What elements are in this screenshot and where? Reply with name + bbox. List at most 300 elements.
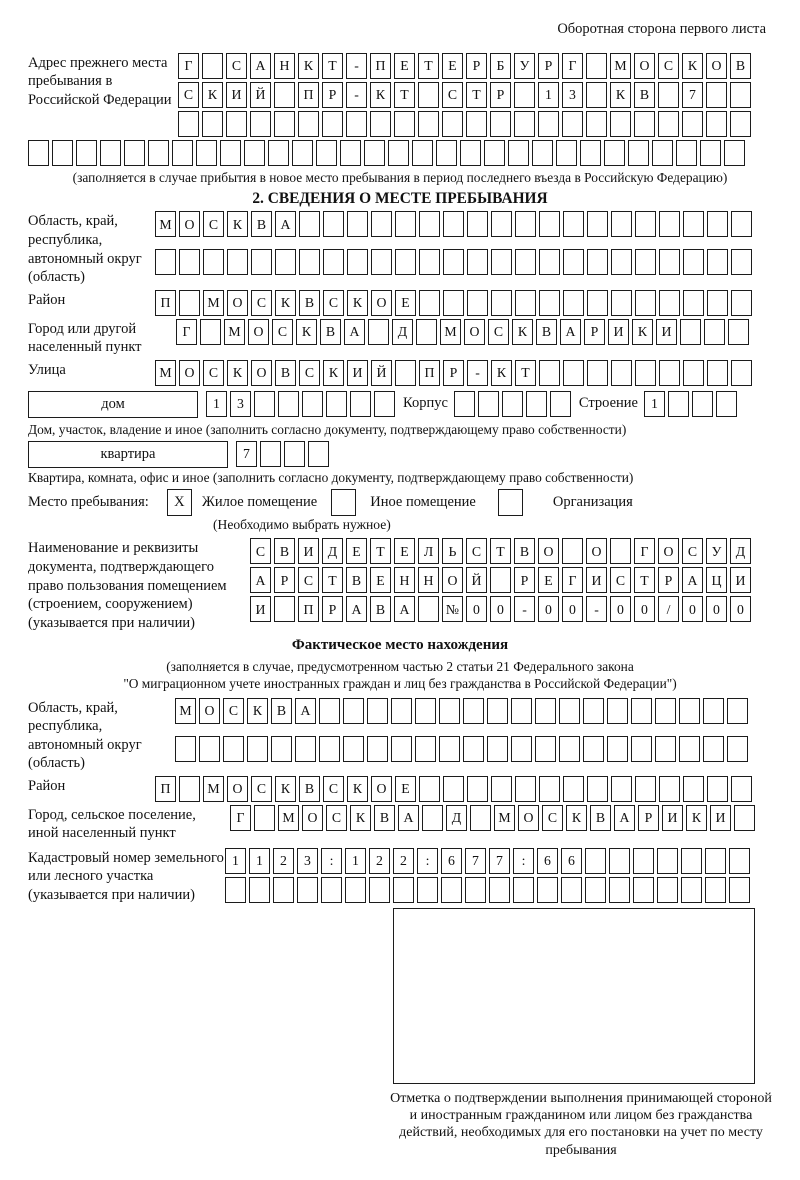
char-box[interactable] — [347, 249, 368, 275]
char-box[interactable]: К — [347, 290, 368, 316]
char-box[interactable]: 6 — [537, 848, 558, 874]
char-box[interactable]: О — [371, 776, 392, 802]
char-box[interactable] — [395, 211, 416, 237]
char-box[interactable] — [668, 391, 689, 417]
char-box[interactable] — [611, 290, 632, 316]
char-box[interactable] — [247, 736, 268, 762]
char-box[interactable] — [535, 736, 556, 762]
char-box[interactable] — [707, 360, 728, 386]
char-box[interactable]: И — [730, 567, 751, 593]
char-box[interactable] — [367, 698, 388, 724]
char-box[interactable]: С — [466, 538, 487, 564]
char-box[interactable] — [484, 140, 505, 166]
char-box[interactable] — [323, 249, 344, 275]
char-box[interactable]: Р — [538, 53, 559, 79]
char-box[interactable] — [700, 140, 721, 166]
char-box[interactable] — [391, 698, 412, 724]
char-box[interactable] — [681, 848, 702, 874]
char-box[interactable] — [220, 140, 241, 166]
char-box[interactable] — [199, 736, 220, 762]
char-box[interactable] — [583, 698, 604, 724]
char-box[interactable] — [491, 290, 512, 316]
char-box[interactable]: С — [251, 290, 272, 316]
char-box[interactable] — [563, 249, 584, 275]
char-box[interactable] — [729, 877, 750, 903]
char-box[interactable]: С — [226, 53, 247, 79]
char-box[interactable] — [350, 391, 371, 417]
char-box[interactable] — [487, 736, 508, 762]
char-box[interactable] — [465, 877, 486, 903]
char-box[interactable]: 6 — [561, 848, 582, 874]
char-box[interactable]: 1 — [225, 848, 246, 874]
char-box[interactable]: Ь — [442, 538, 463, 564]
char-box[interactable]: 3 — [230, 391, 251, 417]
char-box[interactable]: Л — [418, 538, 439, 564]
char-box[interactable] — [489, 877, 510, 903]
char-box[interactable]: К — [275, 290, 296, 316]
char-box[interactable]: С — [610, 567, 631, 593]
char-box[interactable] — [539, 290, 560, 316]
char-box[interactable]: А — [346, 596, 367, 622]
char-box[interactable] — [609, 848, 630, 874]
char-box[interactable] — [323, 211, 344, 237]
char-box[interactable] — [254, 805, 275, 831]
char-box[interactable] — [412, 140, 433, 166]
char-box[interactable] — [659, 776, 680, 802]
char-box[interactable] — [587, 290, 608, 316]
char-box[interactable]: Р — [514, 567, 535, 593]
char-box[interactable]: К — [298, 53, 319, 79]
char-box[interactable] — [52, 140, 73, 166]
char-box[interactable]: В — [514, 538, 535, 564]
char-box[interactable]: Р — [638, 805, 659, 831]
char-box[interactable] — [683, 211, 704, 237]
char-box[interactable] — [514, 82, 535, 108]
char-box[interactable]: Г — [634, 538, 655, 564]
char-box[interactable]: - — [346, 53, 367, 79]
char-box[interactable] — [340, 140, 361, 166]
char-box[interactable]: О — [302, 805, 323, 831]
char-box[interactable] — [635, 290, 656, 316]
char-box[interactable] — [610, 538, 631, 564]
char-box[interactable] — [326, 391, 347, 417]
char-box[interactable] — [631, 698, 652, 724]
char-box[interactable]: Б — [490, 53, 511, 79]
char-box[interactable] — [271, 736, 292, 762]
char-box[interactable] — [298, 111, 319, 137]
char-box[interactable]: Г — [562, 567, 583, 593]
char-box[interactable] — [635, 211, 656, 237]
char-box[interactable] — [587, 776, 608, 802]
char-box[interactable] — [635, 360, 656, 386]
char-box[interactable]: Р — [490, 82, 511, 108]
char-box[interactable]: 0 — [466, 596, 487, 622]
char-box[interactable]: К — [323, 360, 344, 386]
char-box[interactable]: 0 — [490, 596, 511, 622]
char-box[interactable] — [611, 211, 632, 237]
char-box[interactable]: М — [203, 290, 224, 316]
char-box[interactable] — [610, 111, 631, 137]
char-box[interactable] — [369, 877, 390, 903]
char-box[interactable] — [124, 140, 145, 166]
char-box[interactable] — [254, 391, 275, 417]
char-box[interactable] — [535, 698, 556, 724]
char-box[interactable]: С — [488, 319, 509, 345]
char-box[interactable] — [683, 360, 704, 386]
char-box[interactable] — [415, 698, 436, 724]
char-box[interactable]: Р — [274, 567, 295, 593]
char-box[interactable]: В — [634, 82, 655, 108]
char-box[interactable] — [172, 140, 193, 166]
char-box[interactable] — [538, 111, 559, 137]
char-box[interactable] — [316, 140, 337, 166]
char-box[interactable] — [526, 391, 547, 417]
char-box[interactable] — [491, 249, 512, 275]
char-box[interactable] — [454, 391, 475, 417]
char-box[interactable]: К — [296, 319, 317, 345]
char-box[interactable]: А — [275, 211, 296, 237]
char-box[interactable] — [679, 698, 700, 724]
char-box[interactable] — [563, 211, 584, 237]
char-box[interactable] — [585, 848, 606, 874]
char-box[interactable]: В — [251, 211, 272, 237]
char-box[interactable] — [345, 877, 366, 903]
char-box[interactable] — [706, 111, 727, 137]
char-box[interactable] — [635, 249, 656, 275]
char-box[interactable] — [728, 319, 749, 345]
char-box[interactable] — [730, 111, 751, 137]
char-box[interactable] — [586, 82, 607, 108]
char-box[interactable]: П — [298, 82, 319, 108]
char-box[interactable]: О — [442, 567, 463, 593]
char-box[interactable]: Н — [274, 53, 295, 79]
char-box[interactable] — [731, 211, 752, 237]
char-box[interactable]: О — [464, 319, 485, 345]
char-box[interactable] — [537, 877, 558, 903]
char-box[interactable]: Й — [250, 82, 271, 108]
char-box[interactable] — [731, 360, 752, 386]
char-box[interactable] — [299, 211, 320, 237]
char-box[interactable] — [633, 848, 654, 874]
char-box[interactable]: О — [227, 290, 248, 316]
char-box[interactable] — [515, 249, 536, 275]
char-box[interactable] — [460, 140, 481, 166]
char-box[interactable]: О — [371, 290, 392, 316]
char-box[interactable]: К — [610, 82, 631, 108]
char-box[interactable]: У — [706, 538, 727, 564]
char-box[interactable]: А — [250, 53, 271, 79]
char-box[interactable] — [716, 391, 737, 417]
char-box[interactable] — [707, 249, 728, 275]
char-box[interactable] — [292, 140, 313, 166]
char-box[interactable]: Ц — [706, 567, 727, 593]
char-box[interactable] — [705, 877, 726, 903]
char-box[interactable]: О — [706, 53, 727, 79]
char-box[interactable]: И — [586, 567, 607, 593]
char-box[interactable] — [580, 140, 601, 166]
char-box[interactable] — [514, 111, 535, 137]
char-box[interactable] — [658, 82, 679, 108]
char-box[interactable]: С — [542, 805, 563, 831]
char-box[interactable] — [274, 82, 295, 108]
char-box[interactable]: П — [370, 53, 391, 79]
char-box[interactable]: М — [278, 805, 299, 831]
char-box[interactable] — [155, 249, 176, 275]
char-box[interactable] — [628, 140, 649, 166]
char-box[interactable] — [463, 698, 484, 724]
char-box[interactable]: О — [251, 360, 272, 386]
char-box[interactable] — [532, 140, 553, 166]
char-box[interactable]: А — [344, 319, 365, 345]
char-box[interactable]: Т — [466, 82, 487, 108]
char-box[interactable] — [729, 848, 750, 874]
char-box[interactable] — [466, 111, 487, 137]
char-box[interactable] — [319, 698, 340, 724]
char-box[interactable] — [659, 249, 680, 275]
char-box[interactable]: К — [350, 805, 371, 831]
char-box[interactable]: 7 — [236, 441, 257, 467]
char-box[interactable] — [561, 877, 582, 903]
char-box[interactable] — [346, 111, 367, 137]
char-box[interactable]: Д — [322, 538, 343, 564]
char-box[interactable] — [586, 111, 607, 137]
char-box[interactable] — [273, 877, 294, 903]
char-box[interactable]: К — [632, 319, 653, 345]
char-box[interactable] — [274, 596, 295, 622]
char-box[interactable]: Д — [446, 805, 467, 831]
char-box[interactable]: : — [513, 848, 534, 874]
char-box[interactable] — [655, 698, 676, 724]
char-box[interactable] — [370, 111, 391, 137]
char-box[interactable] — [179, 776, 200, 802]
char-box[interactable] — [682, 111, 703, 137]
char-box[interactable] — [706, 82, 727, 108]
char-box[interactable]: О — [538, 538, 559, 564]
organizatsiya-checkbox[interactable] — [498, 489, 523, 516]
char-box[interactable]: 3 — [297, 848, 318, 874]
char-box[interactable]: М — [224, 319, 245, 345]
char-box[interactable] — [343, 736, 364, 762]
char-box[interactable]: О — [179, 211, 200, 237]
char-box[interactable]: : — [321, 848, 342, 874]
char-box[interactable] — [559, 698, 580, 724]
char-box[interactable]: В — [299, 290, 320, 316]
char-box[interactable]: С — [250, 538, 271, 564]
char-box[interactable]: С — [299, 360, 320, 386]
char-box[interactable]: М — [610, 53, 631, 79]
char-box[interactable]: Р — [322, 596, 343, 622]
char-box[interactable]: Е — [538, 567, 559, 593]
char-box[interactable] — [511, 736, 532, 762]
char-box[interactable] — [148, 140, 169, 166]
char-box[interactable]: К — [347, 776, 368, 802]
char-box[interactable] — [634, 111, 655, 137]
char-box[interactable] — [364, 140, 385, 166]
char-box[interactable] — [539, 249, 560, 275]
char-box[interactable] — [539, 360, 560, 386]
char-box[interactable]: В — [274, 538, 295, 564]
char-box[interactable] — [422, 805, 443, 831]
char-box[interactable]: О — [199, 698, 220, 724]
char-box[interactable]: А — [295, 698, 316, 724]
char-box[interactable] — [418, 82, 439, 108]
char-box[interactable]: М — [440, 319, 461, 345]
char-box[interactable]: Т — [322, 53, 343, 79]
char-box[interactable] — [302, 391, 323, 417]
char-box[interactable]: И — [656, 319, 677, 345]
char-box[interactable]: 1 — [249, 848, 270, 874]
char-box[interactable]: В — [320, 319, 341, 345]
char-box[interactable]: В — [370, 596, 391, 622]
char-box[interactable]: Е — [394, 538, 415, 564]
char-box[interactable]: И — [250, 596, 271, 622]
char-box[interactable] — [707, 776, 728, 802]
char-box[interactable] — [604, 140, 625, 166]
char-box[interactable]: - — [586, 596, 607, 622]
char-box[interactable] — [368, 319, 389, 345]
zhiloe-checkbox[interactable]: X — [167, 489, 192, 516]
char-box[interactable]: К — [370, 82, 391, 108]
char-box[interactable]: Р — [322, 82, 343, 108]
char-box[interactable] — [419, 290, 440, 316]
char-box[interactable] — [563, 360, 584, 386]
char-box[interactable] — [395, 249, 416, 275]
char-box[interactable]: А — [560, 319, 581, 345]
char-box[interactable] — [731, 249, 752, 275]
char-box[interactable] — [416, 319, 437, 345]
char-box[interactable]: М — [494, 805, 515, 831]
char-box[interactable]: Е — [395, 776, 416, 802]
char-box[interactable] — [727, 736, 748, 762]
char-box[interactable]: К — [491, 360, 512, 386]
char-box[interactable]: : — [417, 848, 438, 874]
char-box[interactable] — [28, 140, 49, 166]
char-box[interactable]: И — [710, 805, 731, 831]
char-box[interactable] — [659, 290, 680, 316]
char-box[interactable]: / — [658, 596, 679, 622]
char-box[interactable] — [275, 249, 296, 275]
char-box[interactable] — [487, 698, 508, 724]
char-box[interactable]: 1 — [538, 82, 559, 108]
char-box[interactable] — [631, 736, 652, 762]
char-box[interactable] — [680, 319, 701, 345]
char-box[interactable]: 0 — [730, 596, 751, 622]
char-box[interactable] — [415, 736, 436, 762]
char-box[interactable]: Р — [658, 567, 679, 593]
char-box[interactable] — [347, 211, 368, 237]
char-box[interactable]: 0 — [634, 596, 655, 622]
char-box[interactable]: О — [658, 538, 679, 564]
char-box[interactable]: - — [514, 596, 535, 622]
char-box[interactable] — [260, 441, 281, 467]
char-box[interactable] — [249, 877, 270, 903]
char-box[interactable] — [511, 698, 532, 724]
char-box[interactable] — [490, 111, 511, 137]
char-box[interactable] — [658, 111, 679, 137]
char-box[interactable] — [297, 877, 318, 903]
char-box[interactable] — [707, 211, 728, 237]
char-box[interactable]: 1 — [206, 391, 227, 417]
char-box[interactable] — [295, 736, 316, 762]
char-box[interactable]: № — [442, 596, 463, 622]
char-box[interactable] — [178, 111, 199, 137]
char-box[interactable] — [467, 211, 488, 237]
char-box[interactable]: В — [346, 567, 367, 593]
char-box[interactable]: 7 — [489, 848, 510, 874]
char-box[interactable]: В — [590, 805, 611, 831]
char-box[interactable]: К — [686, 805, 707, 831]
char-box[interactable] — [284, 441, 305, 467]
dom-box[interactable] — [28, 391, 198, 418]
char-box[interactable]: М — [155, 211, 176, 237]
char-box[interactable] — [391, 736, 412, 762]
char-box[interactable]: С — [298, 567, 319, 593]
char-box[interactable] — [343, 698, 364, 724]
char-box[interactable]: И — [298, 538, 319, 564]
char-box[interactable]: Е — [442, 53, 463, 79]
char-box[interactable] — [394, 111, 415, 137]
char-box[interactable]: О — [586, 538, 607, 564]
char-box[interactable]: С — [203, 360, 224, 386]
char-box[interactable] — [418, 111, 439, 137]
char-box[interactable] — [633, 877, 654, 903]
char-box[interactable]: П — [298, 596, 319, 622]
char-box[interactable]: К — [227, 211, 248, 237]
char-box[interactable] — [703, 736, 724, 762]
char-box[interactable]: О — [634, 53, 655, 79]
char-box[interactable] — [467, 249, 488, 275]
char-box[interactable] — [299, 249, 320, 275]
char-box[interactable]: С — [323, 776, 344, 802]
char-box[interactable] — [508, 140, 529, 166]
char-box[interactable]: М — [175, 698, 196, 724]
char-box[interactable] — [585, 877, 606, 903]
char-box[interactable]: А — [394, 596, 415, 622]
char-box[interactable]: С — [272, 319, 293, 345]
char-box[interactable]: 0 — [538, 596, 559, 622]
char-box[interactable] — [226, 111, 247, 137]
char-box[interactable] — [704, 319, 725, 345]
char-box[interactable]: Е — [370, 567, 391, 593]
char-box[interactable] — [200, 319, 221, 345]
char-box[interactable]: А — [250, 567, 271, 593]
char-box[interactable]: И — [347, 360, 368, 386]
char-box[interactable] — [395, 360, 416, 386]
char-box[interactable]: Й — [466, 567, 487, 593]
char-box[interactable]: В — [299, 776, 320, 802]
char-box[interactable] — [559, 736, 580, 762]
char-box[interactable]: О — [518, 805, 539, 831]
char-box[interactable] — [244, 140, 265, 166]
char-box[interactable]: 2 — [393, 848, 414, 874]
char-box[interactable]: 6 — [441, 848, 462, 874]
char-box[interactable]: 0 — [706, 596, 727, 622]
char-box[interactable]: П — [155, 290, 176, 316]
char-box[interactable] — [731, 776, 752, 802]
char-box[interactable]: Й — [371, 360, 392, 386]
char-box[interactable] — [563, 290, 584, 316]
char-box[interactable]: Н — [418, 567, 439, 593]
char-box[interactable]: И — [226, 82, 247, 108]
char-box[interactable] — [659, 360, 680, 386]
char-box[interactable] — [467, 776, 488, 802]
char-box[interactable]: У — [514, 53, 535, 79]
char-box[interactable]: В — [536, 319, 557, 345]
char-box[interactable] — [308, 441, 329, 467]
char-box[interactable]: С — [323, 290, 344, 316]
char-box[interactable]: 0 — [562, 596, 583, 622]
char-box[interactable]: А — [614, 805, 635, 831]
